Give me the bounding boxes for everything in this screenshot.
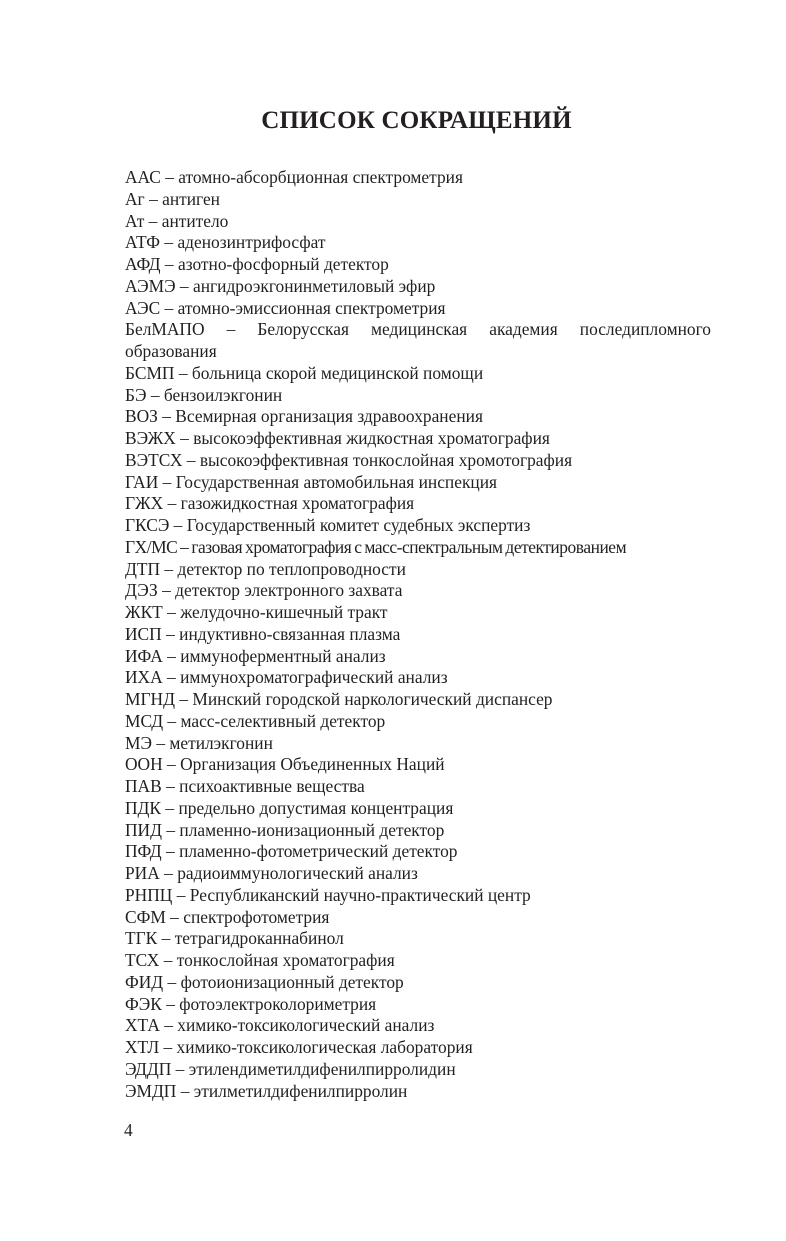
- definition: психоактивные вещества: [179, 776, 365, 796]
- dash: –: [167, 493, 177, 514]
- dash: –: [178, 362, 188, 383]
- definition: азотно-фосфорный детектор: [177, 254, 389, 274]
- abbreviation: АЭМЭ: [125, 275, 176, 296]
- abbreviation: АТФ: [125, 232, 161, 253]
- abbreviation: МСД: [125, 710, 164, 731]
- abbreviation: ЖКТ: [125, 602, 163, 622]
- abbreviation: ФИД: [125, 971, 164, 992]
- abbreviation: АФД: [125, 254, 161, 274]
- abbreviation: ВЭЖХ: [125, 428, 176, 448]
- abbreviation: ДТП: [125, 558, 161, 579]
- list-item: [125, 515, 711, 537]
- dash: –: [162, 406, 171, 427]
- abbreviation: ТСХ: [125, 950, 160, 970]
- abbreviation: ДЭЗ: [125, 580, 158, 601]
- definition: химико-токсикологический анализ: [177, 1015, 435, 1036]
- abbreviation: ООН: [125, 754, 163, 775]
- list-item: [125, 602, 711, 624]
- list-item: [125, 907, 711, 929]
- dash: –: [165, 797, 175, 818]
- definition: Всемирная организация здравоохранения: [175, 406, 483, 427]
- abbreviation: ГАИ: [125, 471, 159, 492]
- definition: индуктивно-связанная плазма: [179, 623, 401, 644]
- definition: высокоэффективная тонкослойная хромотография: [199, 449, 573, 470]
- definition: иммуноферментный анализ: [180, 645, 386, 666]
- dash: –: [166, 841, 175, 862]
- abbreviation: РНПЦ: [125, 884, 173, 905]
- dash: –: [164, 254, 174, 274]
- definition: Государственная автомобильная инспекция: [175, 471, 498, 492]
- definition: Государственный комитет судебных экспертиз: [186, 515, 531, 535]
- definition: атомно-абсорбционная спектрометрия: [178, 167, 463, 187]
- list-item: [125, 493, 711, 515]
- definition: атомно-эмиссионная спектрометрия: [177, 297, 446, 318]
- abbreviation-list: [125, 167, 711, 1102]
- definition: радиоиммунологический анализ: [177, 863, 418, 883]
- definition: иммунохроматографический анализ: [180, 667, 448, 688]
- list-item: [125, 363, 711, 385]
- list-item: [125, 667, 711, 689]
- definition: тонкослойная хроматография: [176, 950, 395, 970]
- abbreviation: ПДК: [125, 797, 162, 818]
- definition: фотоэлектроколориметрия: [179, 993, 377, 1014]
- definition: спектрофотометрия: [183, 906, 330, 927]
- list-item: [125, 972, 711, 994]
- dash: –: [167, 971, 177, 992]
- list-item: [125, 624, 711, 646]
- list-item: [125, 254, 711, 276]
- abbreviation: Аг: [125, 188, 145, 209]
- dash: –: [167, 602, 176, 622]
- definition: детектор электронного захвата: [175, 580, 403, 601]
- abbreviation: ИСП: [125, 623, 162, 644]
- dash: –: [166, 993, 175, 1014]
- dash: –: [167, 710, 177, 731]
- abbreviation: ЭМДП: [125, 1080, 177, 1101]
- list-item: [125, 733, 711, 755]
- definition: аденозинтрифосфат: [177, 232, 326, 253]
- dash: –: [166, 623, 175, 644]
- list-item: [125, 885, 711, 907]
- definition: антиген: [162, 188, 220, 209]
- definition: метилэкгонин: [169, 732, 273, 753]
- abbreviation: СФМ: [125, 906, 166, 927]
- definition: газовая хроматография с масс-спектральным детектированием: [191, 536, 627, 557]
- dash: –: [186, 449, 196, 470]
- list-item: [125, 689, 711, 711]
- page-number: 4: [124, 1120, 133, 1140]
- dash: –: [149, 188, 158, 209]
- abbreviation: ХТА: [125, 1015, 160, 1036]
- abbreviation: ГКСЭ: [125, 515, 170, 535]
- list-item: [125, 428, 711, 450]
- abbreviation: ПФД: [125, 841, 162, 862]
- list-item: [125, 276, 711, 298]
- list-item: [125, 994, 711, 1016]
- abbreviation: ВОЗ: [125, 406, 158, 427]
- definition: больница скорой медицинской помощи: [191, 362, 484, 383]
- list-item: [125, 1059, 711, 1081]
- definition: пламенно-ионизационный детектор: [179, 819, 445, 840]
- abbreviation: РИА: [125, 863, 160, 883]
- definition: бензоилэкгонин: [163, 384, 283, 405]
- list-item: [125, 820, 711, 842]
- definition: ангидроэкгонинметиловый эфир: [192, 275, 436, 296]
- abbreviation: БСМП: [125, 362, 175, 383]
- list-item: [125, 406, 711, 428]
- abbreviation: ИХА: [125, 667, 163, 688]
- definition: пламенно-фотометрический детектор: [179, 841, 458, 862]
- definition: масс-селективный детектор: [180, 710, 386, 731]
- definition: Минский городской наркологический диспансер: [192, 689, 553, 709]
- list-item: [125, 841, 711, 863]
- list-item: [125, 1015, 711, 1037]
- list-item: [125, 1081, 711, 1103]
- definition: желудочно-кишечный тракт: [180, 602, 388, 622]
- list-item: [125, 189, 711, 211]
- list-item: [125, 798, 711, 820]
- list-item: [125, 580, 711, 602]
- list-item: [125, 167, 711, 189]
- abbreviation: ЭДДП: [125, 1058, 172, 1079]
- abbreviation: ИФА: [125, 645, 163, 666]
- dash: –: [163, 1037, 173, 1057]
- abbreviation: МГНД: [125, 689, 175, 709]
- definition: химико-токсикологическая лаборатория: [176, 1037, 473, 1057]
- list-item: [125, 319, 711, 363]
- definition: фотоионизационный детектор: [180, 971, 404, 992]
- definition: Организация Объединенных Наций: [180, 754, 445, 775]
- abbreviation: ХТЛ: [125, 1037, 160, 1057]
- list-item: [125, 711, 711, 733]
- definition: антитело: [161, 210, 229, 231]
- list-item: [125, 232, 711, 254]
- dash: –: [167, 645, 176, 666]
- definition: тетрагидроканнабинол: [174, 928, 344, 949]
- abbreviation: ПИД: [125, 819, 162, 840]
- list-item: [125, 537, 711, 559]
- dash: –: [167, 667, 176, 688]
- dash: –: [173, 515, 183, 535]
- definition: высокоэффективная жидкостная хроматография: [193, 428, 550, 448]
- abbreviation: ААС: [125, 167, 161, 187]
- list-item: [125, 776, 711, 798]
- dash: –: [150, 384, 160, 405]
- definition: газожидкостная хроматография: [180, 493, 415, 514]
- list-item: [125, 646, 711, 668]
- dash: –: [180, 1080, 190, 1101]
- dash: –: [179, 275, 189, 296]
- dash: –: [156, 732, 166, 753]
- definition: Республиканский научно-практический центр: [189, 884, 531, 905]
- dash: –: [180, 428, 189, 448]
- abbreviation: БЭ: [125, 384, 147, 405]
- list-item: [125, 211, 711, 233]
- dash: –: [166, 776, 175, 796]
- abbreviation: БелМАПО: [125, 319, 205, 340]
- dash: –: [162, 471, 172, 492]
- list-item: [125, 472, 711, 494]
- abbreviation: ГЖХ: [125, 493, 164, 514]
- dash: –: [180, 536, 189, 557]
- list-item: [125, 450, 711, 472]
- dash: –: [175, 1058, 185, 1079]
- list-item: [125, 754, 711, 776]
- dash: –: [226, 319, 236, 340]
- dash: –: [179, 689, 189, 709]
- dash: –: [164, 232, 174, 253]
- dash: –: [176, 884, 186, 905]
- list-item: [125, 298, 711, 320]
- dash: –: [166, 819, 176, 840]
- definition: детектор по теплопроводности: [177, 558, 406, 579]
- dash: –: [164, 297, 174, 318]
- dash: –: [163, 950, 173, 970]
- dash: –: [148, 210, 158, 231]
- dash: –: [161, 928, 171, 949]
- definition: Белорусская медицинская академия последипломного образования: [125, 319, 712, 361]
- dash: –: [164, 863, 173, 883]
- abbreviation: МЭ: [125, 732, 152, 753]
- dash: –: [164, 558, 174, 579]
- dash: –: [164, 1015, 173, 1036]
- dash: –: [170, 906, 179, 927]
- dash: –: [162, 580, 171, 601]
- definition: предельно допустимая концентрация: [178, 797, 454, 818]
- page-title: СПИСОК СОКРАЩЕНИЙ: [261, 107, 572, 134]
- abbreviation: ТГК: [125, 928, 158, 949]
- dash: –: [165, 167, 174, 187]
- list-item: [125, 863, 711, 885]
- list-item: [125, 928, 711, 950]
- abbreviation: Ат: [125, 210, 145, 231]
- abbreviation: ГХ/МС: [125, 536, 178, 557]
- abbreviation: ПАВ: [125, 776, 162, 796]
- list-item: [125, 1037, 711, 1059]
- list-item: [125, 385, 711, 407]
- abbreviation: ВЭТСХ: [125, 449, 183, 470]
- list-item: [125, 950, 711, 972]
- abbreviation: АЭС: [125, 297, 161, 318]
- definition: этилметилдифенилпирролин: [193, 1080, 408, 1101]
- list-item: [125, 559, 711, 581]
- definition: этилендиметилдифенилпирролидин: [188, 1058, 456, 1079]
- dash: –: [167, 754, 176, 775]
- abbreviation: ФЭК: [125, 993, 162, 1014]
